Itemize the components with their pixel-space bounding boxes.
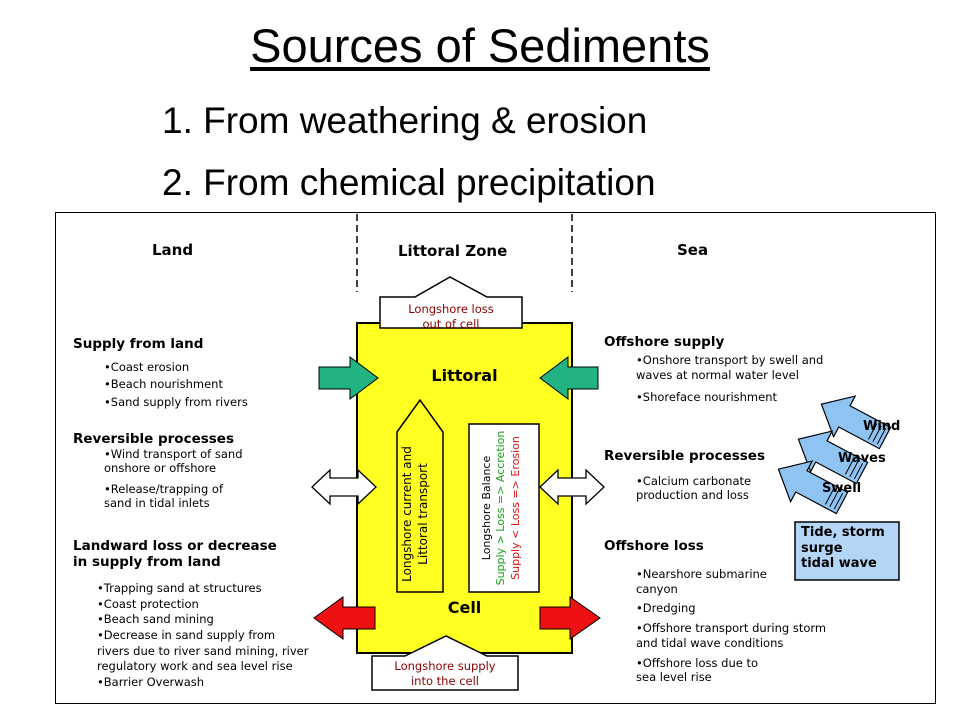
balance-accretion: Supply > Loss => Accretion — [494, 430, 508, 586]
land-loss-list: •Trapping sand at structures •Coast protection •Beach sand mining •Decrease in sand supply from rivers due to river sand mining, river regulatory work and sea level rise •Barrier Overwash — [97, 581, 309, 689]
wind-label: Wind — [863, 419, 901, 434]
sea-loss-list: •Nearshore submarine canyon •Dredging •Offshore transport during storm and tidal wave conditions •Offshore loss due to sea level rise — [636, 567, 827, 685]
point-precipitation: 2. From chemical precipitation — [162, 162, 656, 203]
page-title: Sources of Sediments — [250, 19, 710, 72]
land-loss-heading: Landward loss or decrease in supply from land — [73, 538, 277, 571]
sea-reversible-list: •Calcium carbonate production and loss — [636, 474, 752, 503]
longshore-supply-label: Longshore supply into the cell — [394, 659, 496, 688]
land-reversible-list: •Wind transport of sand onshore or offshore •Release/trapping of sand in tidal inlets — [104, 447, 243, 511]
longshore-loss-label: Longshore loss out of cell — [408, 302, 494, 331]
sea-supply-list: •Onshore transport by swell and waves at normal water level •Shoreface nourishment — [636, 353, 824, 404]
sea-loss-heading: Offshore loss — [604, 538, 704, 554]
sea-reversible-heading: Reversible processes — [604, 448, 765, 464]
sea-header: Sea — [677, 241, 709, 259]
current-box-label: Longshore current and Littoral transport — [400, 446, 430, 582]
waves-label: Waves — [838, 451, 886, 466]
balance-erosion: Supply < Loss => Erosion — [508, 436, 522, 580]
littoral-zone-header: Littoral Zone — [398, 242, 508, 260]
land-header: Land — [152, 241, 194, 259]
sea-supply-heading: Offshore supply — [604, 334, 725, 350]
land-supply-heading: Supply from land — [73, 336, 204, 352]
land-supply-list: •Coast erosion •Beach nourishment •Sand supply from rivers — [104, 360, 248, 409]
point-weathering: 1. From weathering & erosion — [162, 100, 648, 141]
cell-top-label: Littoral — [431, 366, 498, 385]
cell-bottom-label: Cell — [447, 598, 482, 617]
balance-box-label — [480, 428, 528, 588]
land-reversible-heading: Reversible processes — [73, 431, 234, 447]
tide-box-label: Tide, storm surge tidal wave — [801, 525, 885, 572]
swell-label: Swell — [822, 481, 862, 496]
balance-title: Longshore Balance — [480, 455, 493, 561]
